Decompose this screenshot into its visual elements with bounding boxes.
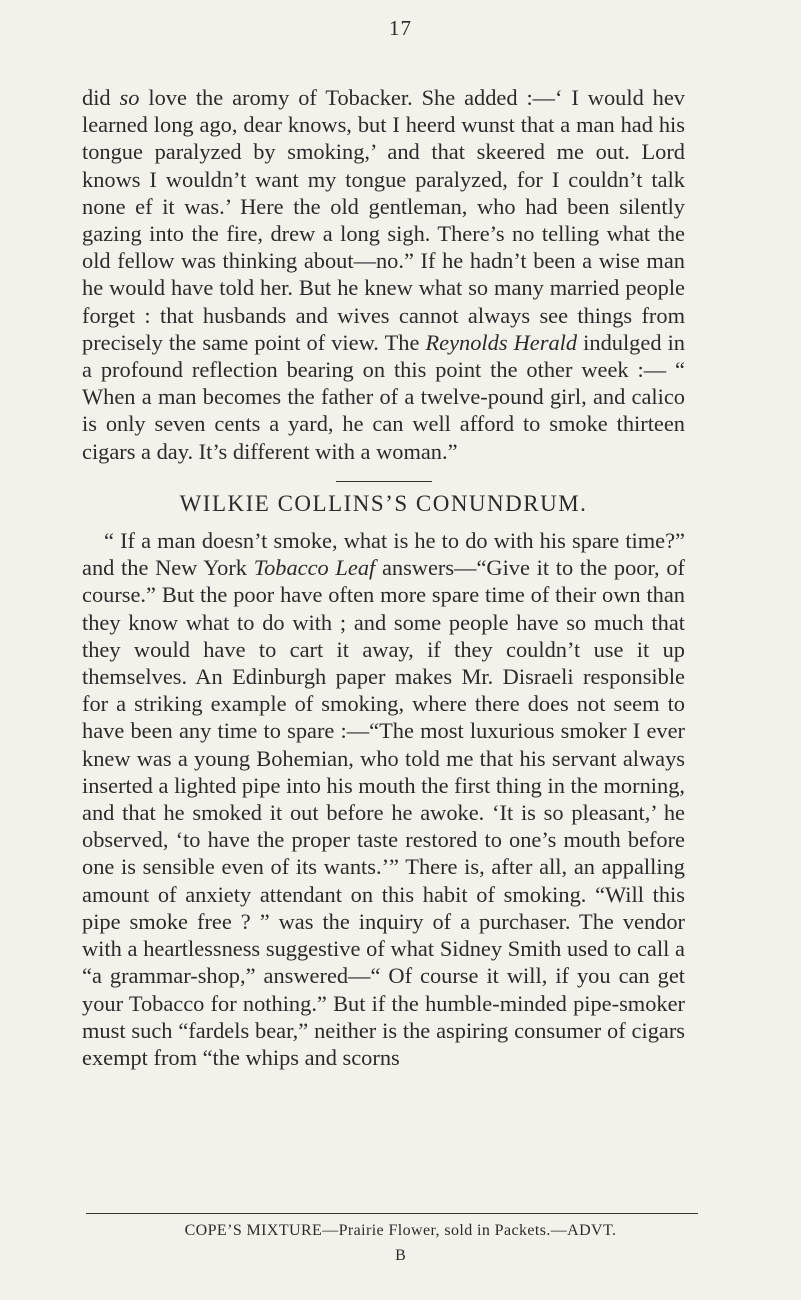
signature-mark: B [395,1247,406,1264]
page-number: 17 [389,16,412,40]
para1-emphasis-reynolds-herald: Reynolds Herald [425,329,578,355]
para2-text-2: answers—“Give it to the poor, of course.” But the poor have often more spare time of their own than they know what to do with ; and some people have so much that they would have to cart it away, if they couldn’t use it up themselves. An Edinburgh paper makes Mr. Disraeli responsible for a striking example of smoking, where there does not seem to have been any time to spare :—“The most luxurious smoker I ever knew was a young Bohemian, who told me that his servant always inserted a lighted pipe into his mouth the first thing in the morning, and that he smoked it out before he awoke. ‘It is so pleasant,’ he observed, ‘to have the proper taste restored to one’s mouth before one is sensible even of its wants.’” There is, after all, an appalling amount of anxiety attendant on this habit of smoking. “Will this pipe smoke free ? ” was the inquiry of a purchaser. The vendor with a heartlessness suggestive of what Sidney Smith used to call a “a grammar-shop,” answered—“ Of course it will, if you can get your Tobacco for nothing.” But if the humble-minded pipe-smoker must such “fardels bear,” neither is the aspiring consumer of cigars exempt from “the whips and scorns [82,555,685,1070]
para1-emphasis-so: so [119,85,140,110]
para1-text-3: indulged in a profound reflection bearing on this point the other week :— “ When a man becomes the father of a twelve-pound girl, and calico is only seven cents a yard, he can well afford to smoke thirteen cigars a day. It’s different with a woman.” [82,329,686,464]
body-text [82,84,685,1071]
heading-divider [336,481,432,482]
para1-text-2: love the aromy of Tobacker. She added :—‘ I would hev learned long ago, dear knows, but I heerd wunst that a man had his tongue paralyzed by smoking,’ and that skeered me out. Lord knows I wouldn’t want my tongue paralyzed, for I couldn’t talk none ef it was.’ Here the old gentleman, who had been silently gazing into the fire, drew a long sigh. There’s no telling what the old fellow was thinking about—no.” If he hadn’t been a wise man he would have told her. But he knew what so many married people forget : that husbands and wives cannot always see things from precisely the same point of view. The [82,85,685,355]
para1-text-1: did [82,85,120,110]
footer-rule [86,1213,698,1214]
section-heading: WILKIE COLLINS’S CONUNDRUM. [179,490,588,516]
paragraph-2 [82,527,685,1071]
paragraph-1 [82,84,685,465]
footer-advertisement: COPE’S MIXTURE—Prairie Flower, sold in Packets.—ADVT. [184,1222,617,1239]
para2-emphasis-tobacco-leaf: Tobacco Leaf [253,555,376,581]
para2-text-1: “ If a man doesn’t smoke, what is he to do with his spare time?” and the New York [82,528,685,581]
